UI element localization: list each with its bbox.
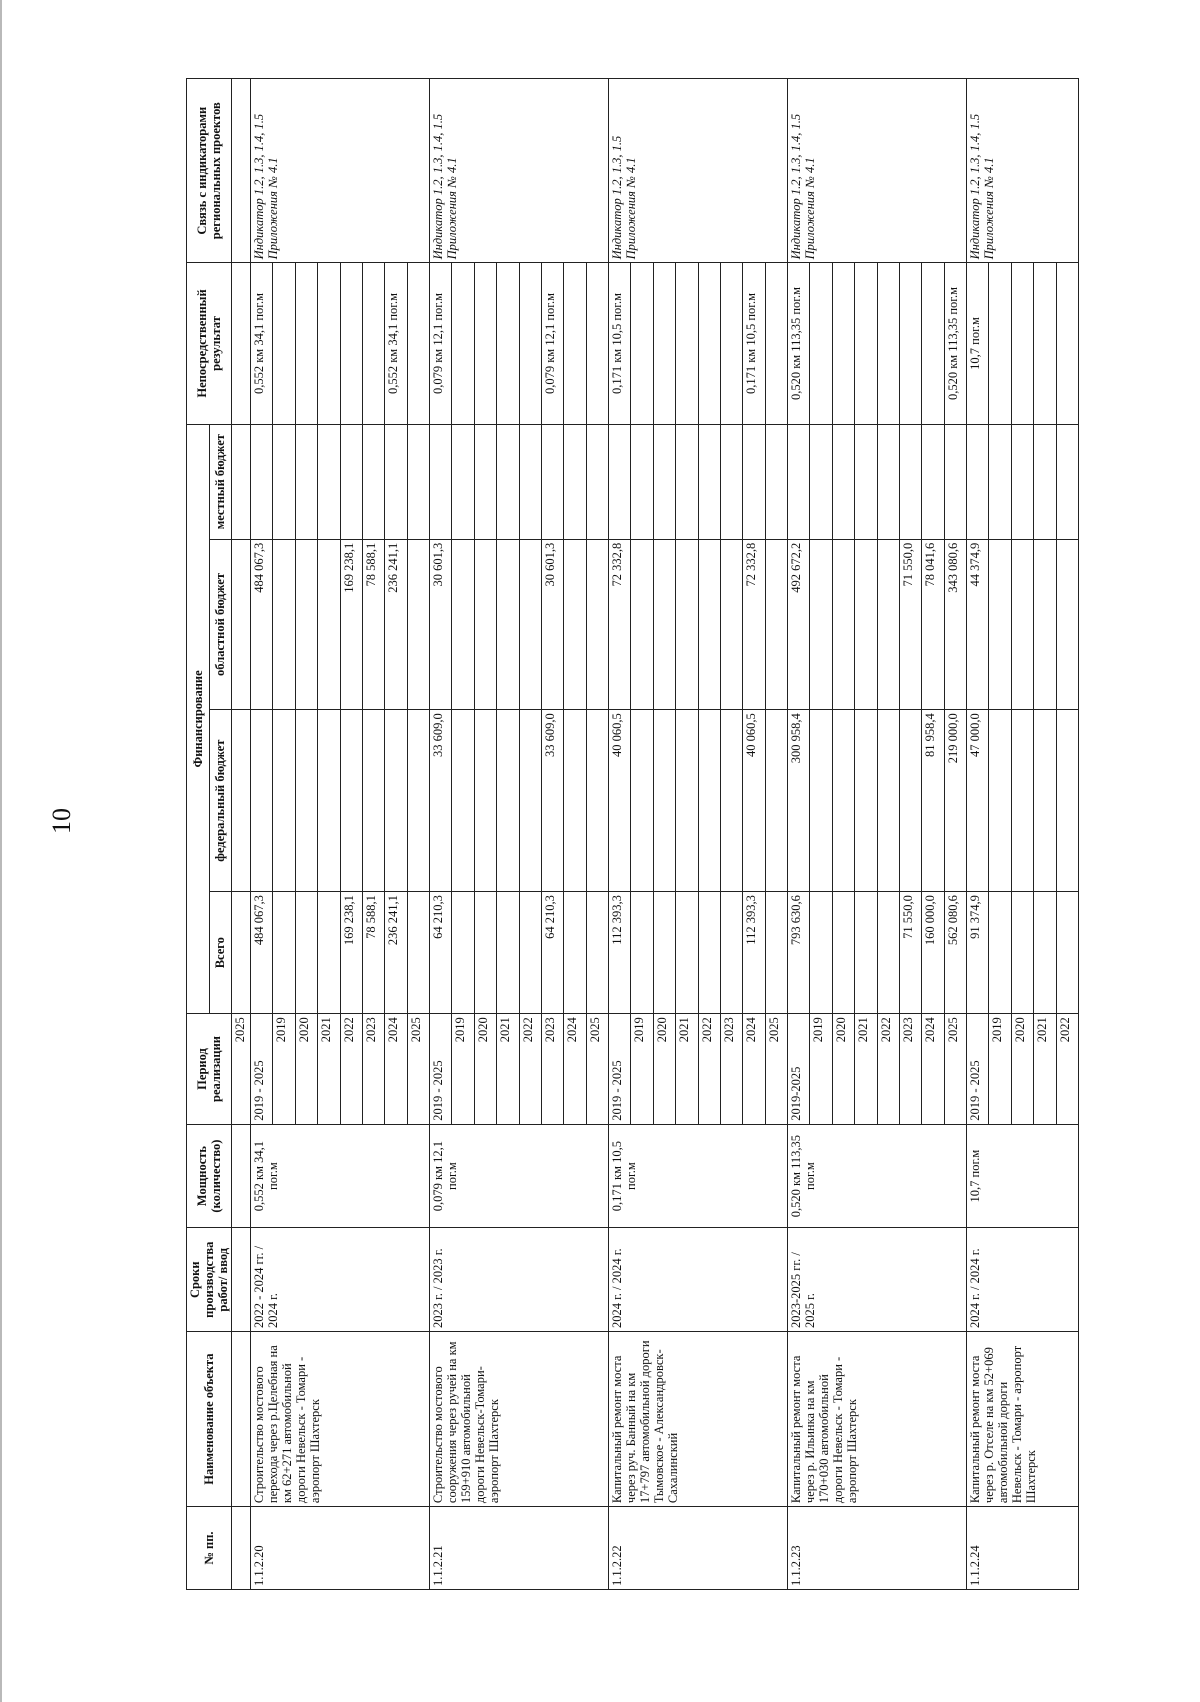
local-cell <box>877 424 899 539</box>
regional-cell: 236 241,1 <box>385 539 407 709</box>
table-row <box>788 79 810 1590</box>
result-cell <box>832 263 854 424</box>
total-cell <box>318 892 340 1014</box>
period-cell: 2025 <box>944 1014 966 1125</box>
regional-cell <box>765 539 787 709</box>
regional-cell <box>653 539 675 709</box>
federal-cell <box>295 710 317 892</box>
result-cell <box>899 263 921 424</box>
financing-table <box>186 78 1079 1590</box>
result-cell <box>586 263 608 424</box>
federal-cell <box>340 710 362 892</box>
total-cell: 793 630,6 <box>788 892 810 1014</box>
federal-cell <box>586 710 608 892</box>
total-cell <box>653 892 675 1014</box>
result-cell <box>362 263 384 424</box>
federal-cell <box>273 710 295 892</box>
carry-local-cell <box>232 424 251 539</box>
period-cell: 2019-2025 <box>788 1014 810 1125</box>
local-cell <box>788 424 810 539</box>
local-cell <box>698 424 720 539</box>
local-cell <box>810 424 832 539</box>
carry-capacity-cell <box>232 1124 251 1228</box>
local-cell <box>1034 424 1056 539</box>
carry-num-cell <box>232 1507 251 1590</box>
local-cell <box>899 424 921 539</box>
federal-cell <box>698 710 720 892</box>
federal-cell <box>765 710 787 892</box>
capacity-cell: 0,552 км 34,1 пог.м <box>251 1124 430 1228</box>
header-federal: федеральный бюджет <box>209 710 232 892</box>
result-cell <box>497 263 519 424</box>
local-cell <box>430 424 452 539</box>
local-cell <box>497 424 519 539</box>
local-cell <box>1056 424 1079 539</box>
federal-cell: 219 000,0 <box>944 710 966 892</box>
period-cell: 2022 <box>698 1014 720 1125</box>
total-cell <box>877 892 899 1014</box>
period-cell: 2024 <box>922 1014 944 1125</box>
total-cell: 112 393,3 <box>609 892 631 1014</box>
object-number-cell: 1.1.2.21 <box>430 1507 609 1590</box>
period-cell: 2020 <box>295 1014 317 1125</box>
total-cell: 64 210,3 <box>541 892 563 1014</box>
period-cell: 2019 - 2025 <box>430 1014 452 1125</box>
total-cell <box>765 892 787 1014</box>
period-cell: 2019 - 2025 <box>609 1014 631 1125</box>
regional-cell <box>631 539 653 709</box>
total-cell <box>407 892 429 1014</box>
indicator-link-cell: Индикатор 1.2, 1.3, 1.5 Приложения № 4.1 <box>609 79 788 263</box>
period-cell: 2020 <box>1011 1014 1033 1125</box>
regional-cell: 30 601,3 <box>430 539 452 709</box>
local-cell <box>676 424 698 539</box>
total-cell: 64 210,3 <box>430 892 452 1014</box>
work-terms-cell: 2023 г. / 2023 г. <box>430 1228 609 1332</box>
federal-cell <box>832 710 854 892</box>
regional-cell <box>989 539 1011 709</box>
federal-cell <box>810 710 832 892</box>
result-cell <box>765 263 787 424</box>
result-cell <box>922 263 944 424</box>
header-capacity: Мощность (количество) <box>187 1124 232 1228</box>
period-cell: 2020 <box>474 1014 496 1125</box>
header-num: № пп. <box>187 1507 232 1590</box>
regional-cell <box>1034 539 1056 709</box>
local-cell <box>362 424 384 539</box>
carry-federal-cell <box>232 710 251 892</box>
regional-cell: 343 080,6 <box>944 539 966 709</box>
local-cell <box>273 424 295 539</box>
table-header <box>187 79 232 1590</box>
carry-over-row <box>232 79 251 1590</box>
federal-cell: 81 958,4 <box>922 710 944 892</box>
result-cell <box>1056 263 1079 424</box>
federal-cell <box>1056 710 1079 892</box>
local-cell <box>564 424 586 539</box>
regional-cell: 484 067,3 <box>251 539 273 709</box>
total-cell <box>519 892 541 1014</box>
regional-cell <box>855 539 877 709</box>
local-cell <box>922 424 944 539</box>
local-cell <box>340 424 362 539</box>
result-cell: 0,079 км 12,1 пог.м <box>541 263 563 424</box>
total-cell <box>832 892 854 1014</box>
local-cell <box>653 424 675 539</box>
period-cell: 2025 <box>407 1014 429 1125</box>
regional-cell <box>676 539 698 709</box>
local-cell <box>407 424 429 539</box>
period-cell: 2022 <box>519 1014 541 1125</box>
federal-cell <box>362 710 384 892</box>
object-number-cell: 1.1.2.20 <box>251 1507 430 1590</box>
header-link: Связь с индикаторами региональных проектов <box>187 79 232 263</box>
carry-regional-cell <box>232 539 251 709</box>
carry-name-cell <box>232 1332 251 1507</box>
total-cell <box>810 892 832 1014</box>
result-cell <box>989 263 1011 424</box>
total-cell <box>720 892 742 1014</box>
result-cell: 0,552 км 34,1 пог.м <box>385 263 407 424</box>
federal-cell: 40 060,5 <box>609 710 631 892</box>
table-body <box>232 79 1079 1590</box>
object-number-cell: 1.1.2.23 <box>788 1507 967 1590</box>
total-cell <box>586 892 608 1014</box>
local-cell <box>832 424 854 539</box>
carry-period-cell: 2025 <box>232 1014 251 1125</box>
local-cell <box>474 424 496 539</box>
total-cell <box>855 892 877 1014</box>
rotated-table-container <box>186 78 1072 1590</box>
result-cell <box>1034 263 1056 424</box>
period-cell: 2024 <box>743 1014 765 1125</box>
regional-cell: 78 588,1 <box>362 539 384 709</box>
regional-cell <box>832 539 854 709</box>
federal-cell <box>653 710 675 892</box>
work-terms-cell: 2024 г. / 2024 г. <box>967 1228 1079 1332</box>
federal-cell: 47 000,0 <box>967 710 989 892</box>
result-cell <box>720 263 742 424</box>
federal-cell <box>855 710 877 892</box>
federal-cell: 33 609,0 <box>430 710 452 892</box>
regional-cell <box>586 539 608 709</box>
regional-cell <box>452 539 474 709</box>
total-cell <box>564 892 586 1014</box>
total-cell <box>1011 892 1033 1014</box>
header-total: Всего <box>209 892 232 1014</box>
regional-cell: 72 332,8 <box>609 539 631 709</box>
capacity-cell: 0,171 км 10,5 пог.м <box>609 1124 788 1228</box>
local-cell <box>1011 424 1033 539</box>
result-cell: 0,171 км 10,5 пог.м <box>743 263 765 424</box>
period-cell: 2022 <box>877 1014 899 1125</box>
header-regional: областной бюджет <box>209 539 232 709</box>
result-cell <box>877 263 899 424</box>
object-name-cell: Строительство мостового перехода через р.Целебная на км 62+271 автомобильной дороги Невельск - Томари - аэропорт Шахтерск <box>251 1332 430 1507</box>
regional-cell <box>1056 539 1079 709</box>
period-cell: 2019 <box>989 1014 1011 1125</box>
object-name-cell: Капитальный ремонт моста через р. Отселе на км 52+069 автомобильной дороги Невельск - Томари - аэропорт Шахтерск <box>967 1332 1079 1507</box>
period-cell: 2024 <box>385 1014 407 1125</box>
indicator-link-cell: Индикатор 1.2, 1.3, 1.4, 1.5 Приложения № 4.1 <box>788 79 967 263</box>
regional-cell <box>698 539 720 709</box>
capacity-cell: 10,7 пог.м <box>967 1124 1079 1228</box>
period-cell: 2022 <box>340 1014 362 1125</box>
result-cell <box>474 263 496 424</box>
total-cell <box>1034 892 1056 1014</box>
indicator-link-cell: Индикатор 1.2, 1.3, 1.4, 1.5 Приложения № 4.1 <box>430 79 609 263</box>
regional-cell <box>474 539 496 709</box>
total-cell <box>698 892 720 1014</box>
period-cell: 2023 <box>362 1014 384 1125</box>
result-cell <box>519 263 541 424</box>
regional-cell <box>497 539 519 709</box>
table-row <box>967 79 989 1590</box>
result-cell: 0,079 км 12,1 пог.м <box>430 263 452 424</box>
period-cell: 2023 <box>720 1014 742 1125</box>
federal-cell <box>251 710 273 892</box>
federal-cell: 300 958,4 <box>788 710 810 892</box>
federal-cell <box>564 710 586 892</box>
regional-cell: 169 238,1 <box>340 539 362 709</box>
local-cell <box>743 424 765 539</box>
result-cell <box>295 263 317 424</box>
federal-cell <box>318 710 340 892</box>
object-name-cell: Капитальный ремонт моста через руч. Банный на км 17+797 автомобильной дороги Тымовское - Александровск-Сахалинский <box>609 1332 788 1507</box>
regional-cell: 72 332,8 <box>743 539 765 709</box>
regional-cell: 492 672,2 <box>788 539 810 709</box>
regional-cell: 30 601,3 <box>541 539 563 709</box>
period-cell: 2019 - 2025 <box>967 1014 989 1125</box>
local-cell <box>385 424 407 539</box>
period-cell: 2024 <box>564 1014 586 1125</box>
header-period: Период реализации <box>187 1014 232 1125</box>
regional-cell: 44 374,9 <box>967 539 989 709</box>
header-name: Наименование объекта <box>187 1332 232 1507</box>
carry-link-cell <box>232 79 251 263</box>
regional-cell <box>295 539 317 709</box>
result-cell: 0,520 км 113,35 пог.м <box>944 263 966 424</box>
table-row <box>609 79 631 1590</box>
total-cell: 71 550,0 <box>899 892 921 1014</box>
local-cell <box>989 424 1011 539</box>
total-cell: 236 241,1 <box>385 892 407 1014</box>
regional-cell <box>519 539 541 709</box>
regional-cell <box>318 539 340 709</box>
page-number: 10 <box>47 808 76 834</box>
result-cell: 0,520 км 113,35 пог.м <box>788 263 810 424</box>
result-cell <box>676 263 698 424</box>
period-cell: 2025 <box>765 1014 787 1125</box>
federal-cell <box>1011 710 1033 892</box>
header-local: местный бюджет <box>209 424 232 539</box>
regional-cell: 78 041,6 <box>922 539 944 709</box>
period-cell: 2019 <box>810 1014 832 1125</box>
total-cell: 484 067,3 <box>251 892 273 1014</box>
period-cell: 2021 <box>1034 1014 1056 1125</box>
total-cell <box>474 892 496 1014</box>
period-cell: 2019 <box>631 1014 653 1125</box>
regional-cell <box>273 539 295 709</box>
local-cell <box>519 424 541 539</box>
period-cell: 2019 <box>273 1014 295 1125</box>
result-cell: 10,7 пог.м <box>967 263 989 424</box>
result-cell <box>452 263 474 424</box>
local-cell <box>720 424 742 539</box>
total-cell: 112 393,3 <box>743 892 765 1014</box>
federal-cell <box>1034 710 1056 892</box>
table-row <box>251 79 273 1590</box>
header-result: Непосредственный результат <box>187 263 232 424</box>
federal-cell <box>720 710 742 892</box>
federal-cell <box>631 710 653 892</box>
total-cell <box>273 892 295 1014</box>
result-cell <box>653 263 675 424</box>
local-cell <box>631 424 653 539</box>
object-name-cell: Капитальный ремонт моста через р. Ильинка на км 170+030 автомобильной дороги Невельск - Томари - аэропорт Шахтерск <box>788 1332 967 1507</box>
total-cell: 169 238,1 <box>340 892 362 1014</box>
regional-cell <box>877 539 899 709</box>
object-number-cell: 1.1.2.22 <box>609 1507 788 1590</box>
object-name-cell: Строительство мостового сооружения через ручей на км 159+910 автомобильной дороги Невельск-Томари-аэропорт Шахтерск <box>430 1332 609 1507</box>
total-cell <box>1056 892 1079 1014</box>
result-cell: 0,171 км 10,5 пог.м <box>609 263 631 424</box>
federal-cell <box>989 710 1011 892</box>
federal-cell <box>877 710 899 892</box>
result-cell <box>631 263 653 424</box>
carry-result-cell <box>232 263 251 424</box>
carry-terms-cell <box>232 1228 251 1332</box>
total-cell <box>676 892 698 1014</box>
work-terms-cell: 2022 - 2024 гг. / 2024 г. <box>251 1228 430 1332</box>
total-cell <box>631 892 653 1014</box>
indicator-link-cell: Индикатор 1.2, 1.3, 1.4, 1.5 Приложения № 4.1 <box>967 79 1079 263</box>
result-cell: 0,552 км 34,1 пог.м <box>251 263 273 424</box>
local-cell <box>944 424 966 539</box>
total-cell: 78 588,1 <box>362 892 384 1014</box>
total-cell: 562 080,6 <box>944 892 966 1014</box>
federal-cell <box>452 710 474 892</box>
federal-cell <box>385 710 407 892</box>
federal-cell <box>519 710 541 892</box>
carry-total-cell <box>232 892 251 1014</box>
federal-cell <box>407 710 429 892</box>
result-cell <box>698 263 720 424</box>
regional-cell <box>720 539 742 709</box>
federal-cell <box>676 710 698 892</box>
result-cell <box>564 263 586 424</box>
federal-cell <box>474 710 496 892</box>
local-cell <box>452 424 474 539</box>
total-cell <box>452 892 474 1014</box>
period-cell: 2023 <box>899 1014 921 1125</box>
period-cell: 2021 <box>855 1014 877 1125</box>
period-cell: 2021 <box>676 1014 698 1125</box>
period-cell: 2023 <box>541 1014 563 1125</box>
local-cell <box>318 424 340 539</box>
scan-edge <box>0 0 2 1702</box>
table-row <box>430 79 452 1590</box>
capacity-cell: 0,520 км 113,35 пог.м <box>788 1124 967 1228</box>
federal-cell <box>899 710 921 892</box>
work-terms-cell: 2024 г. / 2024 г. <box>609 1228 788 1332</box>
total-cell <box>497 892 519 1014</box>
total-cell: 160 000,0 <box>922 892 944 1014</box>
period-cell: 2025 <box>586 1014 608 1125</box>
header-terms: Сроки производства работ/ ввод <box>187 1228 232 1332</box>
local-cell <box>609 424 631 539</box>
local-cell <box>855 424 877 539</box>
federal-cell: 33 609,0 <box>541 710 563 892</box>
local-cell <box>765 424 787 539</box>
period-cell: 2019 - 2025 <box>251 1014 273 1125</box>
local-cell <box>586 424 608 539</box>
result-cell <box>340 263 362 424</box>
result-cell <box>407 263 429 424</box>
regional-cell: 71 550,0 <box>899 539 921 709</box>
result-cell <box>1011 263 1033 424</box>
local-cell <box>251 424 273 539</box>
result-cell <box>318 263 340 424</box>
period-cell: 2021 <box>318 1014 340 1125</box>
total-cell <box>989 892 1011 1014</box>
result-cell <box>810 263 832 424</box>
period-cell: 2019 <box>452 1014 474 1125</box>
federal-cell: 40 060,5 <box>743 710 765 892</box>
result-cell <box>855 263 877 424</box>
regional-cell <box>810 539 832 709</box>
result-cell <box>273 263 295 424</box>
work-terms-cell: 2023-2025 гг. / 2025 г. <box>788 1228 967 1332</box>
local-cell <box>967 424 989 539</box>
local-cell <box>541 424 563 539</box>
total-cell <box>295 892 317 1014</box>
period-cell: 2021 <box>497 1014 519 1125</box>
total-cell: 91 374,9 <box>967 892 989 1014</box>
period-cell: 2020 <box>832 1014 854 1125</box>
indicator-link-cell: Индикатор 1.2, 1.3, 1.4, 1.5 Приложения № 4.1 <box>251 79 430 263</box>
object-number-cell: 1.1.2.24 <box>967 1507 1079 1590</box>
local-cell <box>295 424 317 539</box>
regional-cell <box>1011 539 1033 709</box>
header-financing: Финансирование <box>187 424 210 1014</box>
regional-cell <box>564 539 586 709</box>
period-cell: 2022 <box>1056 1014 1079 1125</box>
capacity-cell: 0,079 км 12,1 пог.м <box>430 1124 609 1228</box>
regional-cell <box>407 539 429 709</box>
federal-cell <box>497 710 519 892</box>
period-cell: 2020 <box>653 1014 675 1125</box>
